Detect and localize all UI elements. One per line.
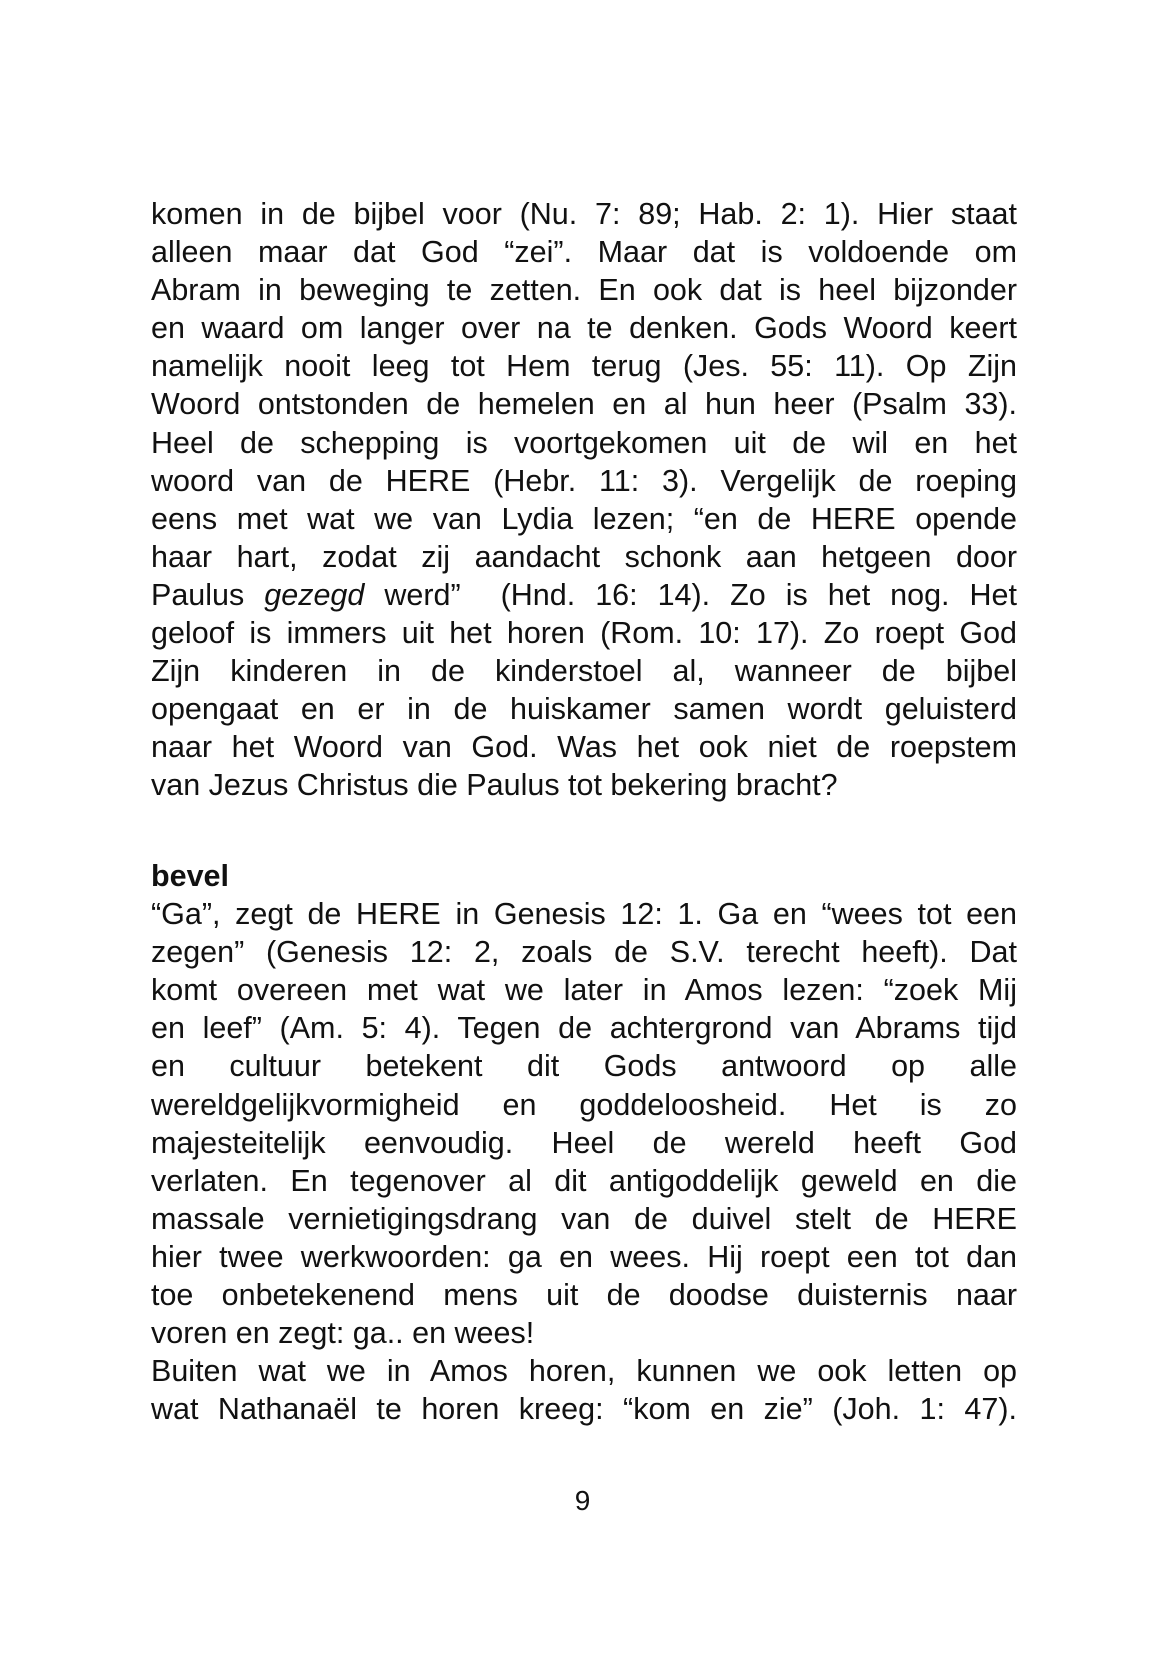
- text-line: toe onbetekenend mens uit de doodse duisternis naar: [151, 1278, 1017, 1313]
- text-line: Buiten wat we in Amos horen, kunnen we ook letten op: [151, 1354, 1017, 1389]
- text-line: verlaten. En tegenover al dit antigoddelijk geweld en die: [151, 1163, 1017, 1198]
- text-line: zegen” (Genesis 12: 2, zoals de S.V. terecht heeft). Dat: [151, 935, 1017, 970]
- text-line: en cultuur betekent dit Gods antwoord op alle: [151, 1049, 1017, 1084]
- text-run: Paulus: [151, 577, 265, 612]
- italic-word: gezegd: [264, 577, 365, 612]
- text-line: komen in de bijbel voor (Nu. 7: 89; Hab. 2: 1). Hier staat: [151, 197, 1017, 231]
- text-line: Abram in beweging te zetten. En ook dat is heel bijzonder: [151, 273, 1017, 308]
- text-line: alleen maar dat God “zei”. Maar dat is voldoende om: [151, 235, 1017, 270]
- text-line: massale vernietigingsdrang van de duivel stelt de HERE: [151, 1201, 1017, 1236]
- text-line: wereldgelijkvormigheid en goddeloosheid. Het is zo: [151, 1087, 1017, 1122]
- text-line: Zijn kinderen in de kinderstoel al, wanneer de bijbel: [151, 654, 1017, 689]
- text-line: en leef” (Am. 5: 4). Tegen de achtergrond van Abrams tijd: [151, 1011, 1017, 1046]
- text-line: opengaat en er in de huiskamer samen wordt geluisterd: [151, 692, 1017, 727]
- section-heading: bevel: [151, 859, 229, 893]
- paragraph-roeping: [151, 195, 1017, 805]
- text-line: haar hart, zodat zij aandacht schonk aan hetgeen door: [151, 539, 1017, 574]
- text-line: majesteitelijk eenvoudig. Heel de wereld heeft God: [151, 1125, 1017, 1160]
- text-line: “Ga”, zegt de HERE in Genesis 12: 1. Ga en “wees tot een: [151, 897, 1017, 932]
- text-line: naar het Woord van God. Was het ook niet de roepstem: [151, 730, 1017, 765]
- text-line: Heel de schepping is voortgekomen uit de wil en het: [151, 425, 1017, 460]
- text-line: woord van de HERE (Hebr. 11: 3). Vergelijk de roeping: [151, 463, 1017, 498]
- text-line: [151, 576, 1017, 614]
- text-line: van Jezus Christus die Paulus tot bekering bracht?: [151, 768, 838, 803]
- text-line: namelijk nooit leeg tot Hem terug (Jes. 55: 11). Op Zijn: [151, 349, 1017, 384]
- text-line: voren en zegt: ga.. en wees!: [151, 1316, 535, 1351]
- text-line: wat Nathanaël te horen kreeg: “kom en zie” (Joh. 1: 47).: [151, 1392, 1017, 1427]
- text-line: eens met wat we van Lydia lezen; “en de HERE opende: [151, 501, 1017, 536]
- text-line: en waard om langer over na te denken. Gods Woord keert: [151, 311, 1017, 346]
- text-line: geloof is immers uit het horen (Rom. 10: 17). Zo roept God: [151, 616, 1017, 651]
- text-line: komt overeen met wat we later in Amos lezen: “zoek Mij: [151, 973, 1017, 1008]
- text-line: Woord ontstonden de hemelen en al hun heer (Psalm 33).: [151, 387, 1017, 422]
- section-bevel: [151, 857, 1017, 1428]
- page-number: 9: [574, 1485, 591, 1516]
- text-run: werd” (Hnd. 16: 14). Zo is het nog. Het: [364, 577, 1017, 612]
- text-line: hier twee werkwoorden: ga en wees. Hij roept een tot dan: [151, 1239, 1017, 1274]
